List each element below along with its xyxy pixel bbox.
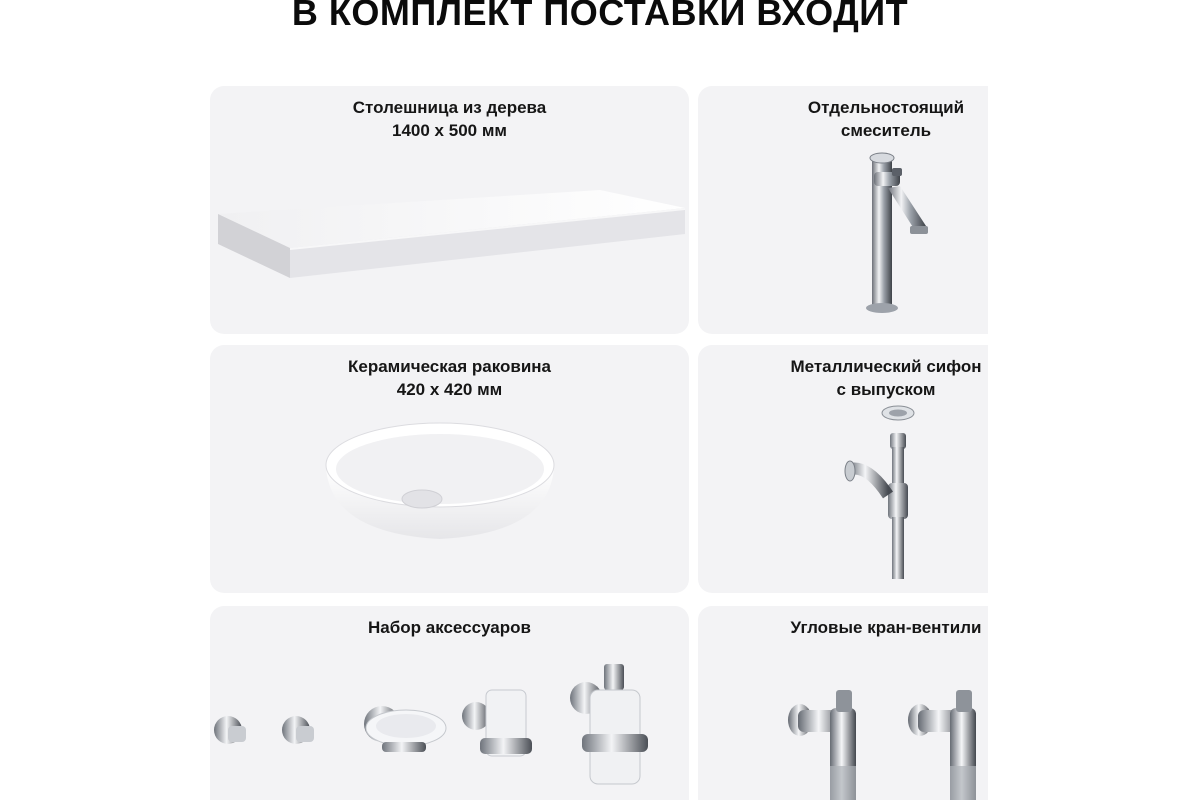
- item-card-basin: [210, 345, 689, 593]
- accessories-illustration: [210, 664, 689, 800]
- item-title-line1: Угловые кран-вентили: [790, 618, 982, 637]
- item-title: [210, 616, 689, 639]
- item-card-countertop: [210, 86, 689, 334]
- valves-illustration: [774, 686, 988, 800]
- item-title: [210, 96, 689, 142]
- item-title: [698, 616, 988, 639]
- item-card-valves: [698, 606, 988, 800]
- siphon-illustration: [838, 403, 938, 583]
- basin-illustration: [320, 415, 560, 545]
- page-title: В КОМПЛЕКТ ПОСТАВКИ ВХОДИТ: [291, 0, 909, 33]
- item-title: [698, 355, 988, 401]
- item-title-line1: Металлический сифон: [790, 357, 982, 376]
- item-title: [698, 96, 988, 142]
- item-card-faucet: [698, 86, 988, 334]
- countertop-illustration: [210, 158, 689, 334]
- item-title-line1: Столешница из дерева: [352, 98, 547, 117]
- item-title-line1: Набор аксессуаров: [368, 618, 531, 637]
- item-card-siphon: [698, 345, 988, 593]
- faucet-illustration: [848, 148, 948, 324]
- item-title-line1: Керамическая раковина: [348, 357, 551, 376]
- item-title-line2: с выпуском: [836, 380, 936, 399]
- item-title-line2: смеситель: [840, 121, 932, 140]
- item-card-accessories: [210, 606, 689, 800]
- item-title-line1: Отдельностоящий: [807, 98, 965, 117]
- item-title: [210, 355, 689, 401]
- item-title-line2: 1400 х 500 мм: [392, 121, 507, 140]
- item-title-line2: 420 х 420 мм: [396, 380, 503, 399]
